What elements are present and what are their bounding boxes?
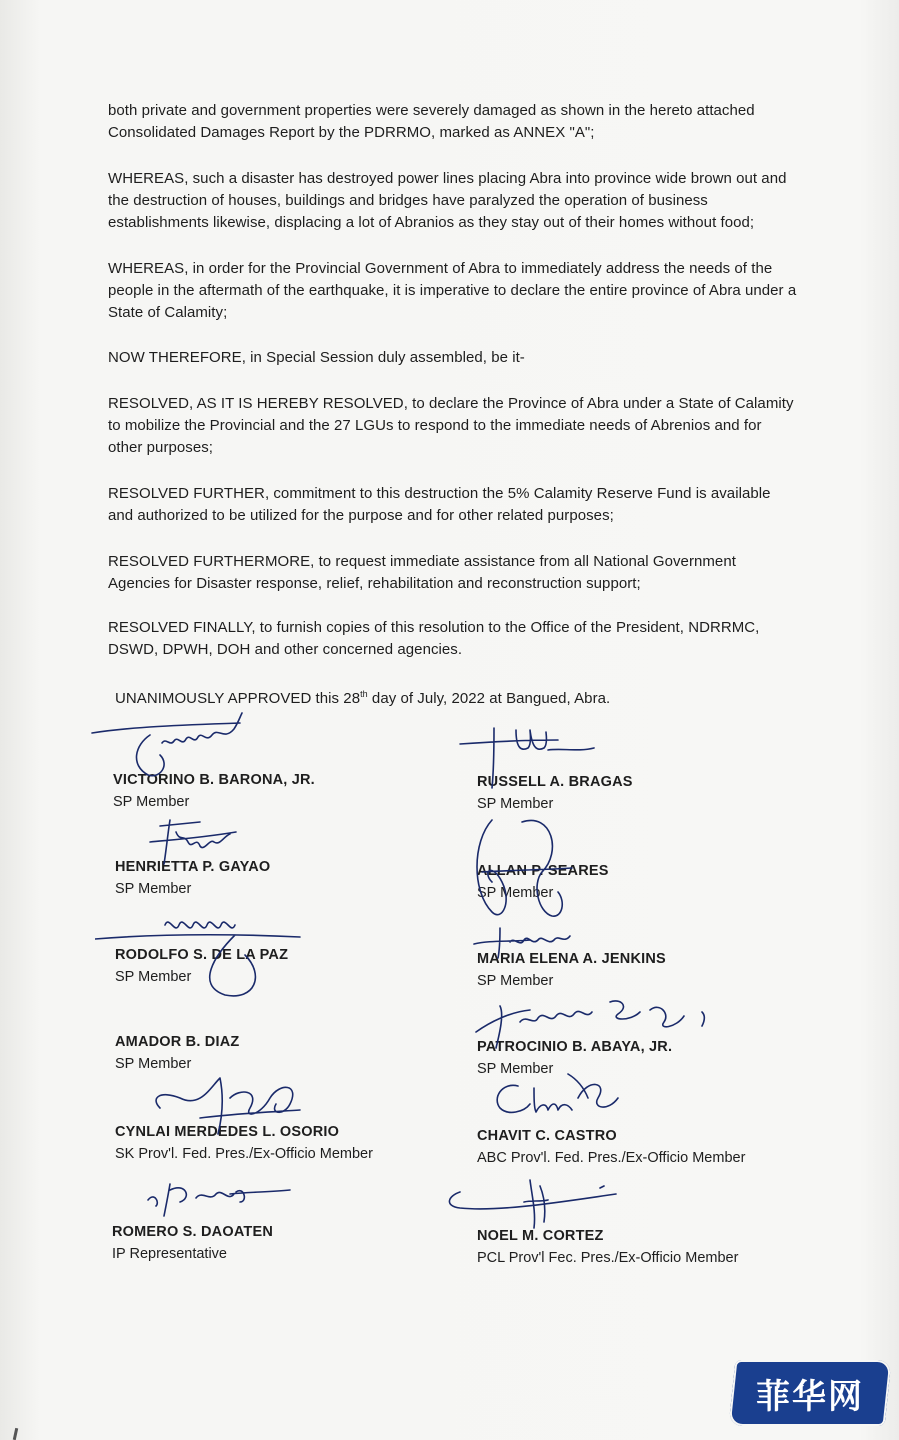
signatory-diaz <box>115 1031 239 1075</box>
signatory-name: RUSSELL A. BRAGAS <box>477 774 633 790</box>
signatory-name: ALLAN P. SEARES <box>477 863 609 879</box>
paragraph-resolved-finally: RESOLVED FINALLY, to furnish copies of this resolution to the Office of the President, NDRRMC, DSWD, DPWH, DOH and other concerned agencies. <box>108 619 760 658</box>
signatory-position: ABC Prov'l. Fed. Pres./Ex-Officio Member <box>477 1150 746 1166</box>
signatory-position: SP Member <box>477 973 554 989</box>
signatory-name: AMADOR B. DIAZ <box>115 1034 240 1050</box>
signatory-name: RODOLFO S. DE LA PAZ <box>115 947 289 963</box>
paragraph-resolved-further: RESOLVED FURTHER, commitment to this destruction the 5% Calamity Reserve Fund is available and authorized to be utilized for the purpose and for other related purposes; <box>108 485 771 524</box>
signatory-name: NOEL M. CORTEZ <box>477 1228 604 1244</box>
signatory-position: SP Member <box>115 969 192 985</box>
scan-edge-mark <box>13 1428 18 1440</box>
signatory-name: VICTORINO B. BARONA, JR. <box>113 772 315 788</box>
signatory-name: HENRIETTA P. GAYAO <box>115 859 271 875</box>
signatory-position: IP Representative <box>112 1246 227 1262</box>
paragraph-whereas-disaster: WHEREAS, such a disaster has destroyed power lines placing Abra into province wide brown out and the destruction of houses, buildings and bridges have paralyzed the operation of business establishments likewise, displacing a lot of Abranios as they stay out of their homes without food; <box>108 170 787 231</box>
signatory-jenkins <box>477 948 666 992</box>
site-watermark-logo <box>729 1360 892 1426</box>
signatory-position: SK Prov'l. Fed. Pres./Ex-Officio Member <box>115 1146 373 1162</box>
signatory-castro <box>477 1125 745 1169</box>
signatory-name: CYNLAI MERDEDES L. OSORIO <box>115 1124 340 1140</box>
signatory-gayao <box>115 856 270 900</box>
paragraph-resolved: RESOLVED, AS IT IS HEREBY RESOLVED, to declare the Province of Abra under a State of Calamity to mobilize the Provincial and the 27 LGUs to respond to the immediate needs of Abrenios and for other purposes; <box>108 395 794 456</box>
paragraph-whereas-calamity: WHEREAS, in order for the Provincial Government of Abra to immediately address the needs of the people in the aftermath of the earthquake, it is imperative to declare the entire province of Abra under a State of Calamity; <box>108 260 797 321</box>
signatory-position: SP Member <box>477 885 554 901</box>
watermark-text: 菲华网 <box>756 1376 864 1417</box>
signatory-position: SP Member <box>477 1061 554 1077</box>
paragraph-annex: both private and government properties were severely damaged as shown in the hereto attached Consolidated Damages Report by the PDRRMO, marked as ANNEX "A"; <box>108 102 755 141</box>
signatory-position: SP Member <box>477 796 554 812</box>
signatory-osorio <box>115 1121 373 1165</box>
signatory-name: CHAVIT C. CASTRO <box>477 1128 617 1144</box>
signatory-position: SP Member <box>113 794 190 810</box>
signatory-cortez <box>477 1225 738 1269</box>
signatory-position: PCL Prov'l Fec. Pres./Ex-Officio Member <box>477 1250 739 1266</box>
signature-daoaten-icon <box>140 1172 300 1222</box>
approval-statement: UNANIMOUSLY APPROVED this 28th day of July, 2022 at Bangued, Abra. <box>115 689 611 707</box>
signatory-seares <box>477 860 609 904</box>
signatory-abaya <box>477 1036 672 1080</box>
paragraph-resolved-furthermore: RESOLVED FURTHERMORE, to request immediate assistance from all National Government Agencies for Disaster response, relief, rehabilitation and reconstruction support; <box>108 553 736 592</box>
paragraph-now-therefore: NOW THEREFORE, in Special Session duly assembled, be it- <box>108 349 525 366</box>
signatory-position: SP Member <box>115 881 192 897</box>
signatory-bragas <box>477 771 633 815</box>
signatory-dela-paz <box>115 944 288 988</box>
signatory-barona <box>113 769 315 813</box>
signatory-position: SP Member <box>115 1056 192 1072</box>
signatory-name: ROMERO S. DAOATEN <box>112 1224 274 1240</box>
signatory-daoaten <box>112 1221 273 1265</box>
signatory-name: MARIA ELENA A. JENKINS <box>477 951 666 967</box>
signatory-name: PATROCINIO B. ABAYA, JR. <box>477 1039 673 1055</box>
